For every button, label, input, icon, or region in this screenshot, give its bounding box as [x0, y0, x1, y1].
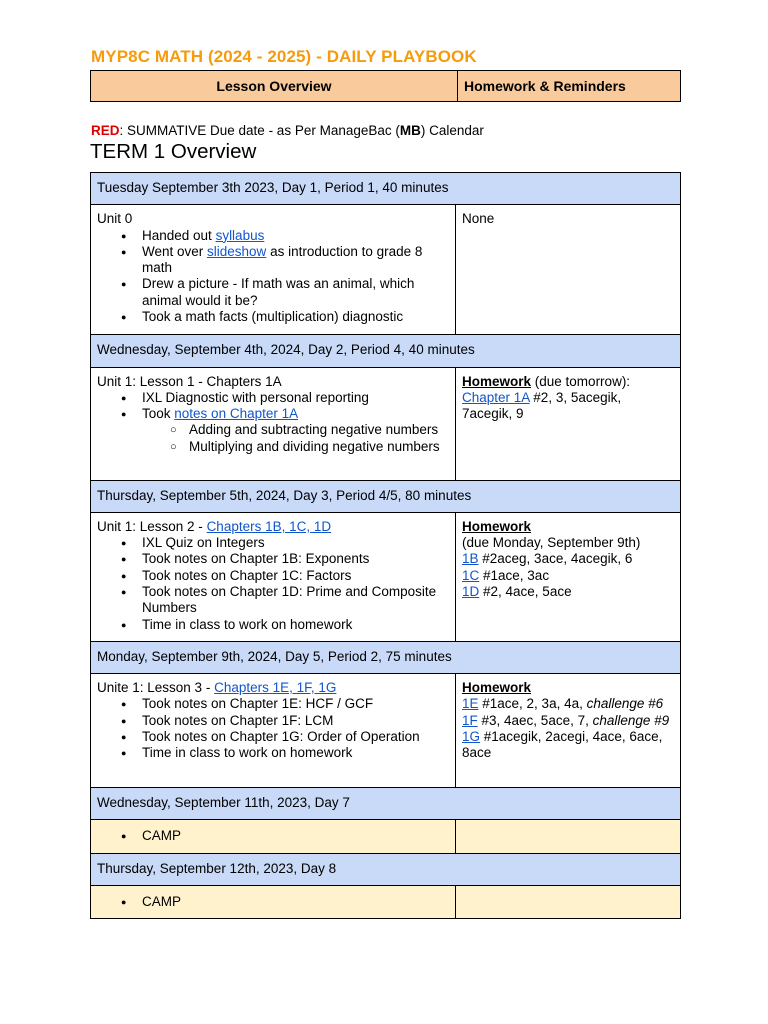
list-item: ● CAMP — [142, 828, 449, 844]
item-text: Went over — [142, 243, 208, 259]
lesson-cell — [91, 820, 456, 853]
chapter-1e-link[interactable]: 1E — [462, 696, 479, 712]
lesson-cell — [91, 674, 456, 788]
challenge-text: challenge #9 — [592, 712, 670, 728]
lesson-list — [97, 696, 449, 761]
unit-label: Unit 0 — [97, 211, 133, 227]
lesson-cell — [91, 512, 456, 641]
homework-text: #1acegik, 2acegi, 4ace, 6ace, 8ace — [462, 729, 663, 761]
homework-text: None — [462, 211, 495, 227]
lesson-cell — [91, 205, 456, 335]
list-item: ● Took notes on Chapter 1D: Prime and Composite Numbers — [142, 584, 449, 617]
list-item: ● Time in class to work on homework — [142, 617, 449, 633]
lesson-list — [97, 828, 449, 844]
legend-mb: MB — [399, 123, 421, 138]
column-header-table — [90, 70, 681, 102]
challenge-text: challenge #6 — [586, 696, 664, 712]
chapter-1g-link[interactable]: 1G — [462, 729, 481, 745]
chapter-1c-link[interactable]: 1C — [462, 567, 480, 583]
day-header: Thursday, September 12th, 2023, Day 8 — [91, 853, 681, 885]
homework-label: Homework — [462, 680, 532, 696]
chapters-1e-1f-1g-link[interactable]: Chapters 1E, 1F, 1G — [214, 680, 337, 696]
homework-cell — [456, 886, 681, 919]
lesson-list — [97, 228, 449, 326]
homework-cell — [456, 820, 681, 853]
list-item: ● Took notes on Chapter 1E: HCF / GCF — [142, 696, 449, 712]
lesson-list — [97, 390, 449, 455]
day-header: Wednesday, September 4th, 2024, Day 2, Period 4, 40 minutes — [91, 335, 681, 367]
homework-row — [462, 551, 674, 567]
notes-chapter-1a-link[interactable]: notes on Chapter 1A — [174, 406, 299, 422]
homework-text: #3, 4aec, 5ace, 7, — [477, 712, 593, 728]
slideshow-link[interactable]: slideshow — [207, 243, 267, 259]
homework-row — [462, 729, 674, 762]
list-item: ● CAMP — [142, 894, 449, 910]
homework-label: Homework — [462, 518, 532, 534]
unit-label: Unit 1: Lesson 1 - Chapters 1A — [97, 373, 282, 389]
legend-text1: : SUMMATIVE Due date - as Per ManageBac ( — [119, 123, 400, 138]
sub-list-item: ○ Multiplying and dividing negative numbers — [189, 439, 449, 455]
list-item: ● IXL Quiz on Integers — [142, 535, 449, 551]
homework-cell — [456, 367, 681, 480]
item-text: Handed out — [142, 227, 216, 243]
homework-text: #2, 3, 5acegik, 7acegik, 9 — [462, 389, 622, 422]
lesson-cell — [91, 886, 456, 919]
lesson-overview-header: Lesson Overview — [91, 71, 458, 102]
syllabus-link[interactable]: syllabus — [215, 227, 265, 243]
list-item: ● Took notes on Chapter 1F: LCM — [142, 713, 449, 729]
homework-label: Homework — [462, 373, 532, 389]
homework-text: #1ace, 2, 3a, 4a, — [478, 696, 587, 712]
list-item: ● Time in class to work on homework — [142, 745, 449, 761]
chapter-1d-link[interactable]: 1D — [462, 584, 480, 600]
day-header: Monday, September 9th, 2024, Day 5, Period 2, 75 minutes — [91, 641, 681, 673]
homework-row — [462, 584, 674, 600]
list-item: ● Took notes on Chapter 1G: Order of Operation — [142, 729, 449, 745]
item-text: Took — [142, 406, 175, 422]
homework-row — [462, 696, 674, 712]
list-item — [142, 228, 449, 244]
legend-text2: ) Calendar — [420, 123, 484, 138]
homework-cell — [456, 205, 681, 335]
list-item: ● Took notes on Chapter 1B: Exponents — [142, 551, 449, 567]
homework-text: #2aceg, 3ace, 4acegik, 6 — [478, 551, 633, 567]
term-title: TERM 1 Overview — [90, 140, 257, 163]
list-item: ● Took a math facts (multiplication) diagnostic — [142, 309, 449, 325]
unit-label — [97, 519, 449, 535]
lesson-list — [97, 894, 449, 910]
chapters-1b-1c-1d-link[interactable]: Chapters 1B, 1C, 1D — [206, 518, 332, 534]
sub-list — [142, 422, 449, 455]
list-item — [142, 244, 449, 277]
homework-due: (due tomorrow): — [531, 373, 631, 389]
homework-row — [462, 713, 674, 729]
homework-text: #1ace, 3ac — [479, 567, 550, 583]
unit-text: Unite 1: Lesson 3 - — [97, 680, 215, 696]
homework-cell — [456, 512, 681, 641]
legend-red: RED — [91, 123, 120, 138]
page-title: MYP8C MATH (2024 - 2025) - DAILY PLAYBOOK — [91, 47, 477, 66]
chapter-1a-link[interactable]: Chapter 1A — [462, 389, 530, 405]
homework-cell — [456, 674, 681, 788]
day-header: Wednesday, September 11th, 2023, Day 7 — [91, 788, 681, 820]
sub-list-item: ○ Adding and subtracting negative numbers — [189, 422, 449, 438]
homework-text: #2, 4ace, 5ace — [479, 584, 572, 600]
chapter-1f-link[interactable]: 1F — [462, 712, 478, 728]
list-item: ● Drew a picture - If math was an animal, which animal would it be? — [142, 276, 449, 309]
unit-label — [97, 680, 449, 696]
item-text: as introduction to grade 8 math — [142, 243, 423, 276]
list-item: ● IXL Diagnostic with personal reporting — [142, 390, 449, 406]
day-header: Tuesday September 3th 2023, Day 1, Period 1, 40 minutes — [91, 173, 681, 205]
chapter-1b-link[interactable]: 1B — [462, 551, 479, 567]
daily-playbook-table — [90, 172, 681, 919]
unit-text: Unit 1: Lesson 2 - — [97, 518, 207, 534]
legend-note — [91, 123, 484, 138]
list-item — [142, 406, 449, 455]
lesson-cell — [91, 367, 456, 480]
day-header: Thursday, September 5th, 2024, Day 3, Period 4/5, 80 minutes — [91, 480, 681, 512]
homework-reminders-header: Homework & Reminders — [458, 71, 681, 102]
list-item: ● Took notes on Chapter 1C: Factors — [142, 568, 449, 584]
lesson-list — [97, 535, 449, 633]
homework-due: (due Monday, September 9th) — [462, 535, 641, 551]
homework-row — [462, 568, 674, 584]
